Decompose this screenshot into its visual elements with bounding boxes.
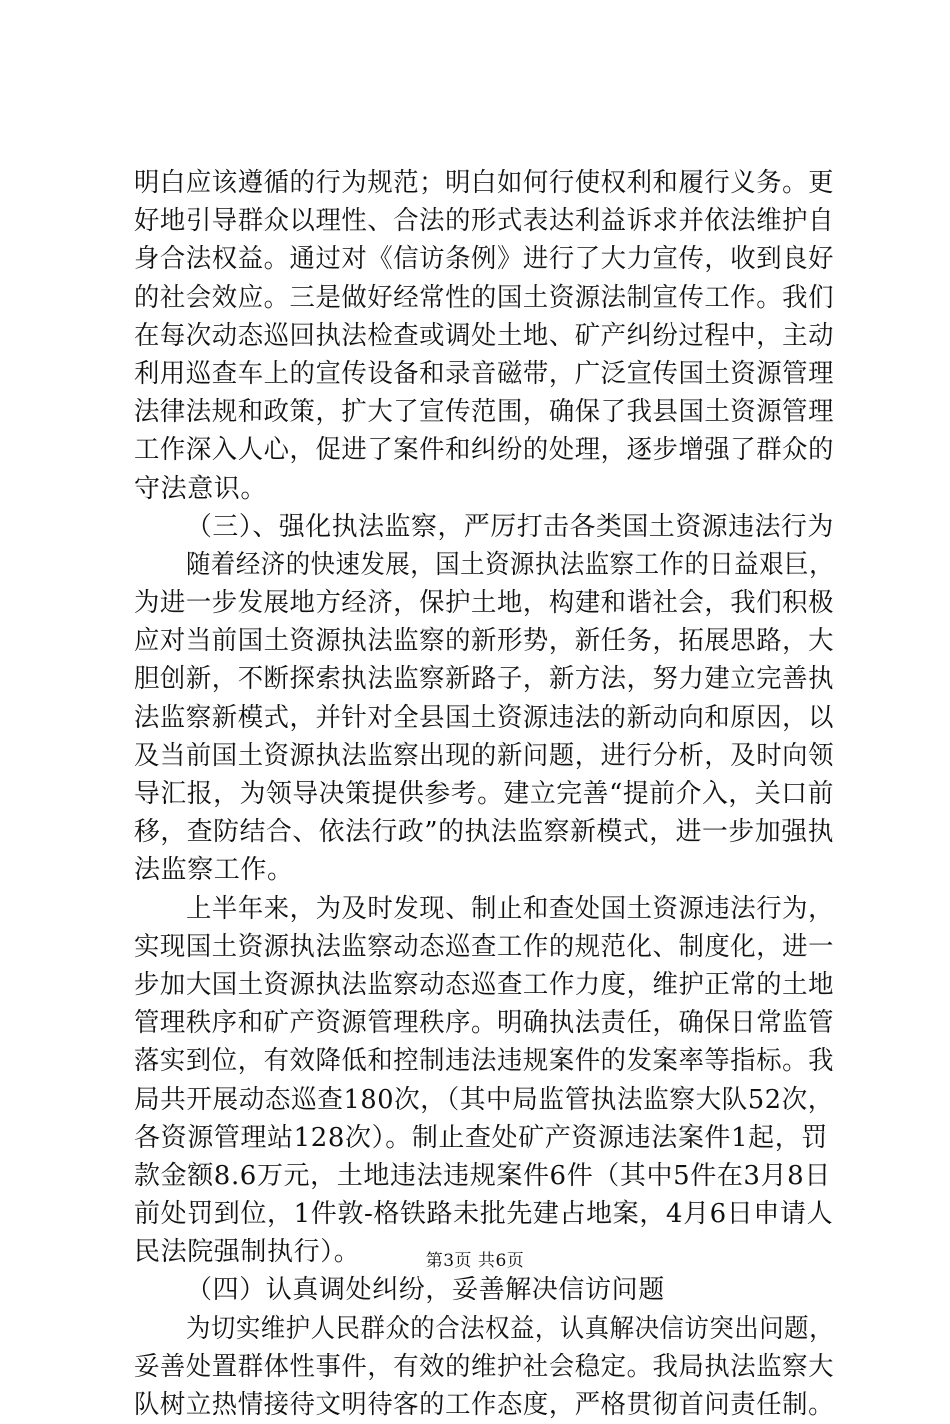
text-line: 工作深入人心，促进了案件和纠纷的处理，逐步增强了群众的: [134, 435, 834, 466]
text-line: 移，查防结合、依法行政”的执法监察新模式，进一步加强执: [134, 817, 834, 848]
text-line: 妥善处置群体性事件，有效的维护社会稳定。我局执法监察大: [134, 1351, 834, 1382]
text-line: 落实到位，有效降低和控制违法违规案件的发案率等指标。我: [134, 1046, 834, 1077]
text-line: 守法意识。: [134, 473, 268, 504]
text-line: 好地引导群众以理性、合法的形式表达利益诉求并依法维护自: [134, 206, 834, 237]
text-line: 为进一步发展地方经济，保护土地，构建和谐社会，我们积极: [134, 588, 834, 619]
text-line: 胆创新，不断探索执法监察新路子，新方法，努力建立完善执: [134, 664, 834, 695]
text-line: 利用巡查车上的宣传设备和录音磁带，广泛宣传国土资源管理: [134, 358, 834, 389]
text-line: 各资源管理站128次）。制止查处矿产资源违法案件1起，罚: [134, 1122, 828, 1153]
text-line: （三）、强化执法监察，严厉打击各类国土资源违法行为: [186, 511, 834, 542]
text-line: 法监察工作。: [134, 855, 294, 886]
text-line: 应对当前国土资源执法监察的新形势，新任务，拓展思路，大: [134, 626, 834, 657]
text-line: （四）认真调处纠纷，妥善解决信访问题: [186, 1275, 665, 1306]
text-line: 导汇报，为领导决策提供参考。建立完善“提前介入，关口前: [134, 779, 834, 809]
text-line: 队树立热情接待文明待客的工作态度，严格贯彻首问责任制。: [134, 1390, 834, 1420]
text-line: 身合法权益。通过对《信访条例》进行了大力宣传，收到良好: [134, 244, 834, 275]
text-line: 为切实维护人民群众的合法权益，认真解决信访突出问题，: [186, 1313, 834, 1344]
text-line: 步加大国土资源执法监察动态巡查工作力度，维护正常的土地: [134, 969, 834, 1000]
text-line: 实现国土资源执法监察动态巡查工作的规范化、制度化，进一: [134, 931, 834, 962]
text-line: 前处罚到位，1件敦-格铁路未批先建占地案，4月6日申请人: [134, 1199, 834, 1230]
text-line: 上半年来，为及时发现、制止和查处国土资源违法行为，: [186, 893, 834, 924]
text-line: 民法院强制执行）。: [134, 1237, 361, 1268]
text-line: 管理秩序和矿产资源管理秩序。明确执法责任，确保日常监管: [134, 1008, 834, 1039]
text-line: 法律法规和政策，扩大了宣传范围，确保了我县国土资源管理: [134, 397, 834, 428]
body-text: [134, 164, 834, 1424]
text-line: 法监察新模式，并针对全县国土资源违法的新动向和原因，以: [134, 702, 834, 733]
text-line: 的社会效应。三是做好经常性的国土资源法制宣传工作。我们: [134, 282, 834, 313]
page-footer: 第3页 共6页: [425, 1251, 525, 1271]
text-line: 及当前国土资源执法监察出现的新问题，进行分析，及时向领: [134, 740, 834, 771]
text-line: 随着经济的快速发展，国土资源执法监察工作的日益艰巨，: [186, 549, 834, 580]
text-line: 款金额8.6万元，土地违法违规案件6件（其中5件在3月8日: [134, 1160, 831, 1191]
text-line: 局共开展动态巡查180次，（其中局监管执法监察大队52次，: [134, 1084, 834, 1115]
text-line: 明白应该遵循的行为规范；明白如何行使权利和履行义务。更: [134, 168, 834, 198]
text-line: 在每次动态巡回执法检查或调处土地、矿产纠纷过程中，主动: [134, 320, 834, 351]
